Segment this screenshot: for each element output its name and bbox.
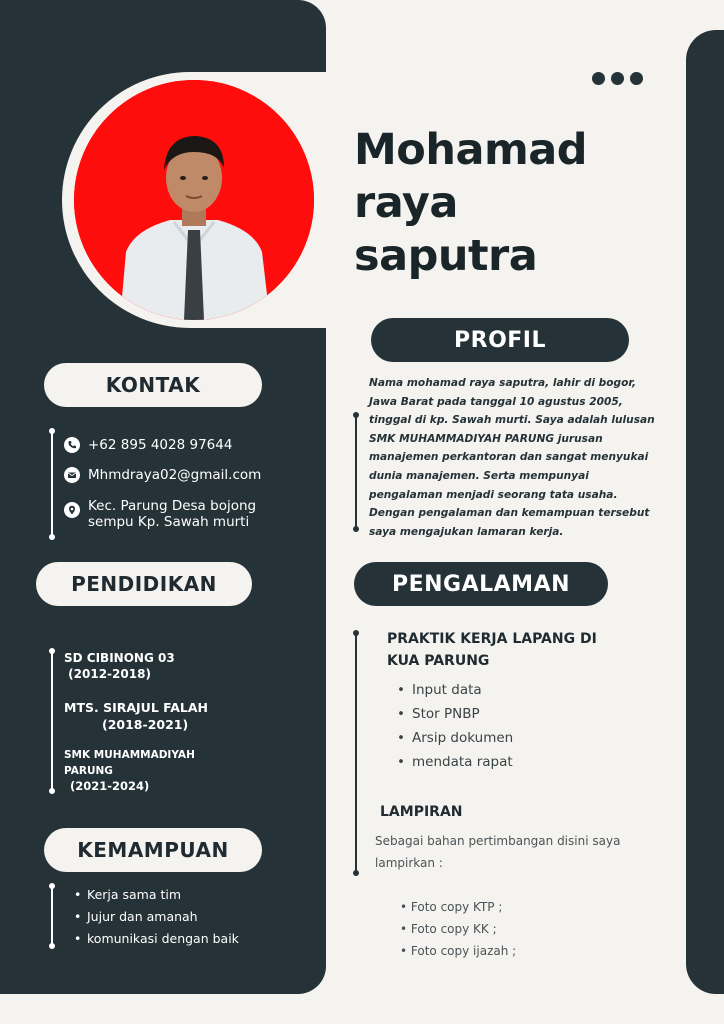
mail-icon	[64, 467, 80, 483]
address-line-2: sempu Kp. Sawah murti	[88, 514, 250, 530]
education-school-line-1: SMK MUHAMMADIYAH	[64, 749, 195, 761]
name-line-1: Mohamad	[354, 125, 588, 175]
experience-task: • mendata rapat	[397, 750, 513, 774]
education-years: (2018-2021)	[102, 717, 189, 732]
experience-title	[387, 628, 617, 672]
skills-list	[74, 884, 239, 950]
lampiran-heading: LAMPIRAN	[380, 804, 463, 820]
person-illustration	[74, 80, 314, 320]
pengalaman-heading: PENGALAMAN	[354, 562, 608, 606]
skill-item: • Kerja sama tim	[74, 884, 239, 906]
education-years: (2012-2018)	[64, 667, 151, 681]
kontak-timeline	[51, 430, 53, 538]
name-line-3: saputra	[354, 231, 538, 281]
more-dots-icon	[592, 72, 643, 85]
skill-item: • komunikasi dengan baik	[74, 928, 239, 950]
phone-icon	[64, 437, 80, 453]
lampiran-item: • Foto copy ijazah ;	[400, 944, 517, 958]
full-name	[354, 124, 674, 283]
pendidikan-heading: PENDIDIKAN	[36, 562, 252, 606]
education-item	[64, 699, 208, 733]
location-pin-icon	[64, 502, 80, 518]
lampiran-text: Sebagai bahan pertimbangan disini saya lampirkan :	[375, 834, 621, 870]
experience-task: • Stor PNBP	[397, 702, 513, 726]
contact-email-row	[64, 467, 261, 483]
experience-task: • Arsip dokumen	[397, 726, 513, 750]
name-line-2: raya	[354, 178, 458, 228]
education-school: SD CIBINONG 03	[64, 651, 175, 665]
kemampuan-heading: KEMAMPUAN	[44, 828, 262, 872]
lampiran-item: • Foto copy KK ;	[400, 922, 497, 936]
experience-title-line-2: KUA PARUNG	[387, 653, 490, 669]
address	[88, 498, 256, 530]
contact-address-row	[64, 498, 256, 530]
kontak-heading: KONTAK	[44, 363, 262, 407]
skill-item: • Jujur dan amanah	[74, 906, 239, 928]
education-item	[64, 650, 175, 682]
phone-number[interactable]: +62 895 4028 97644	[88, 437, 233, 453]
education-school: MTS. SIRAJUL FALAH	[64, 700, 209, 715]
education-years: (2021-2024)	[70, 779, 150, 793]
experience-title-line-1: PRAKTIK KERJA LAPANG DI	[387, 631, 597, 647]
experience-task: • Input data	[397, 678, 513, 702]
lampiran-item: • Foto copy KTP ;	[400, 900, 503, 914]
profil-paragraph: Nama mohamad raya saputra, lahir di bogor, Jawa Barat pada tanggal 10 agustus 2005, tinggal di kp. Sawah murti. Saya adalah lulusan SMK MUHAMMADIYAH PARUNG jurusan manajemen perkantoran dan sangat menyukai dunia manajemen. Serta mempunyai pengalaman menjadi seorang tata usaha. Dengan pengalaman dan kemampuan tersebut saya mengajukan lamaran kerja.	[369, 377, 655, 538]
email-address[interactable]: Mhmdraya02@gmail.com	[88, 467, 262, 483]
profil-timeline	[355, 414, 357, 530]
experience-task-list	[397, 678, 513, 774]
lampiran-list	[400, 896, 516, 962]
profil-heading: PROFIL	[371, 318, 629, 362]
contact-phone-row	[64, 437, 232, 453]
education-school-line-2: PARUNG	[64, 764, 113, 777]
address-line-1: Kec. Parung Desa bojong	[88, 498, 257, 514]
right-decor-strip	[686, 30, 724, 994]
pendidikan-timeline	[51, 650, 53, 792]
pengalaman-timeline	[355, 632, 357, 874]
profile-photo	[74, 80, 314, 320]
kemampuan-timeline	[51, 885, 53, 947]
education-item	[64, 748, 195, 795]
